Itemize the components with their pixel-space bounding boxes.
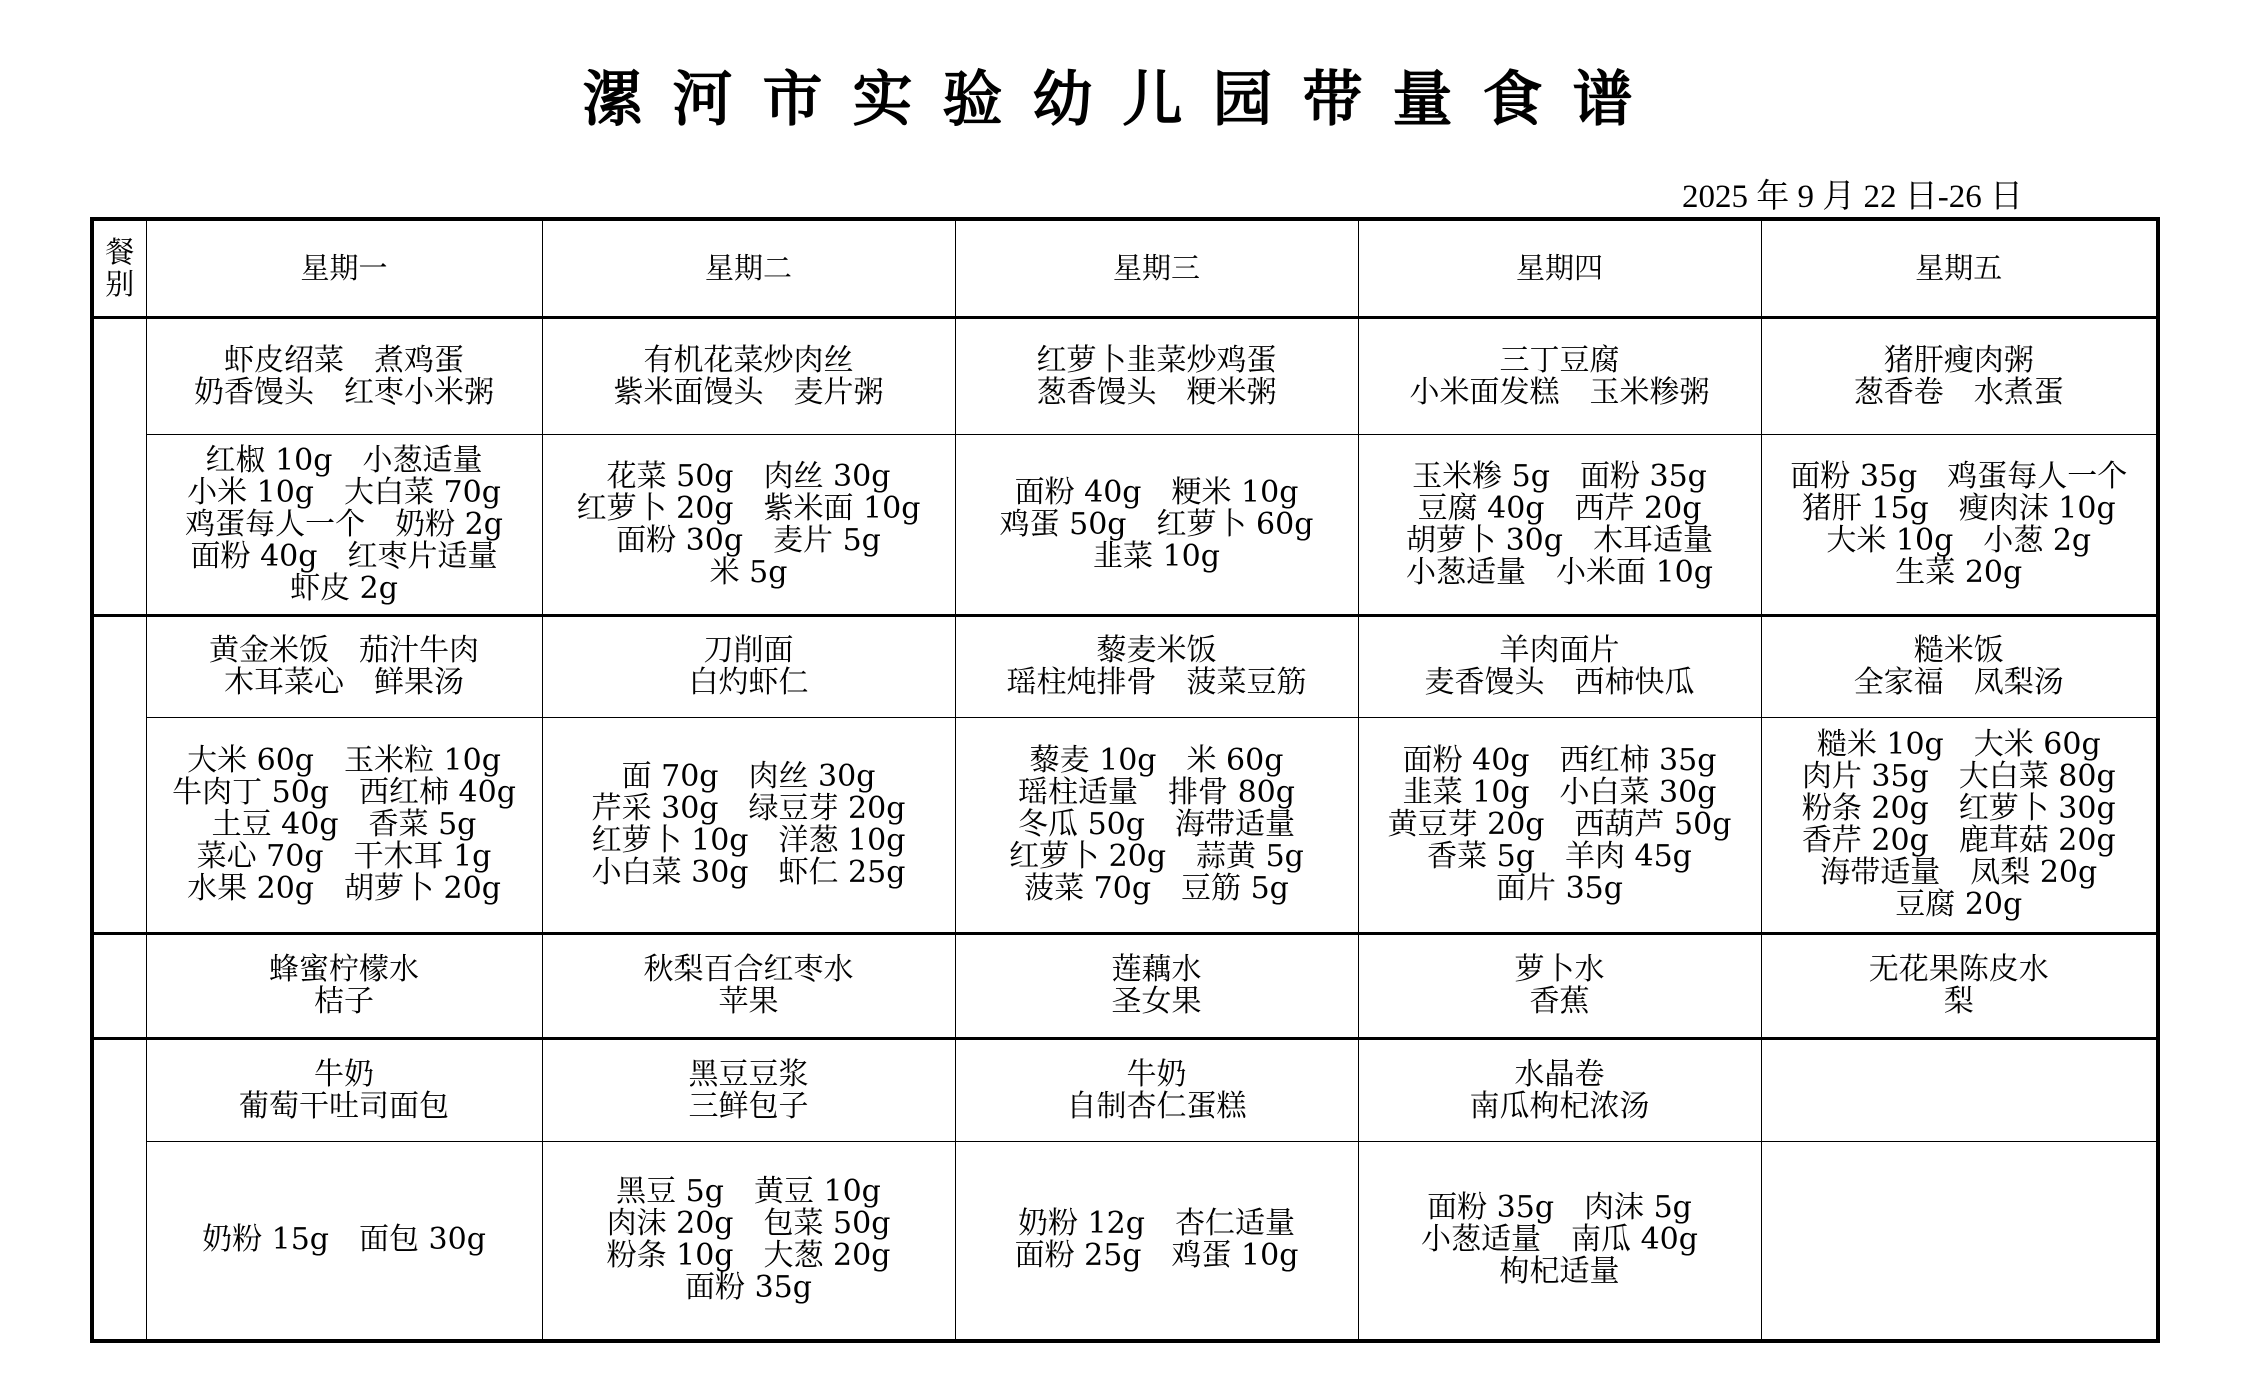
cell-line: 猪肝瘦肉粥 [1883,342,2034,378]
cell-line: 牛肉丁 50g 西红柿 40g [172,775,516,811]
day-header-wed: 星期三 [955,219,1358,317]
cell-line: 三鲜包子 [688,1088,809,1124]
cell-line: 面粉 35g [685,1270,812,1306]
cell-line: 白灼虾仁 [688,665,809,701]
cell-line: 葡萄干吐司面包 [239,1088,449,1124]
cell-line: 小米面发糕 玉米糁粥 [1409,374,1710,410]
cell-line: 瑶柱炖排骨 菠菜豆筋 [1006,665,1307,701]
cell-line: 玉米糁 5g 面粉 35g [1412,458,1707,494]
cell-line: 面粉 40g 西红柿 35g [1402,743,1717,779]
ingredient-cell [955,435,1358,616]
lunch-ingredient-row [92,718,2158,934]
cell-line: 大米 10g 小葱 2g [1826,522,2092,558]
cell-line: 奶粉 12g 杏仁适量 [1018,1206,1295,1242]
afternoon-ingredient-row [92,1141,2158,1341]
cell-line: 有机花菜炒肉丝 [643,342,854,378]
cell-line: 小米 10g 大白菜 70g [187,474,501,510]
cell-line: 面粉 30g 麦片 5g [616,522,881,558]
cell-line: 黄金米饭 茄汁牛肉 [209,633,479,669]
cell-line: 萝卜水 [1514,952,1605,988]
cell-line: 自制杏仁蛋糕 [1066,1088,1247,1124]
cell-line: 肉沫 20g 包菜 50g [606,1206,891,1242]
cell-line: 黑豆豆浆 [688,1056,809,1092]
cell-line: 米 5g [709,554,788,590]
cell-line: 糙米饭 [1913,633,2004,669]
dish-cell [955,317,1358,434]
dish-cell [146,615,542,717]
cell-line: 蜂蜜柠檬水 [269,952,419,988]
cell-line: 红萝卜 20g 蒜黄 5g [1009,839,1304,875]
cell-line: 牛奶 [1126,1056,1187,1092]
cell-line: 刀削面 [703,633,794,669]
cell-line: 面粉 35g 肉沫 5g [1427,1190,1692,1226]
cell-line: 粉条 10g 大葱 20g [606,1238,891,1274]
cell-line: 奶香馒头 红枣小米粥 [194,374,494,410]
cell-line: 小葱适量 小米面 10g [1406,554,1713,590]
dish-cell [955,1039,1358,1141]
cell-line: 奶粉 15g 面包 30g [202,1222,486,1258]
dish-cell [1761,934,2158,1039]
cell-line: 生菜 20g [1895,554,2023,590]
dish-cell [1761,615,2158,717]
ingredient-cell [1761,1141,2158,1341]
dish-cell [542,934,955,1039]
dish-cell [1761,317,2158,434]
meal-label-snack [92,934,146,1039]
cell-line: 圣女果 [1111,984,1202,1020]
cell-line: 菠菜 70g 豆筋 5g [1024,871,1289,907]
cell-line: 花菜 50g 肉丝 30g [606,458,891,494]
cell-line: 三丁豆腐 [1499,342,1620,378]
cell-line: 红萝卜韭菜炒鸡蛋 [1036,342,1277,378]
cell-line: 红萝卜 20g 紫米面 10g [576,490,921,526]
cell-line: 豆腐 40g 西芹 20g [1417,490,1702,526]
dish-cell [1358,317,1761,434]
cell-line: 胡萝卜 30g 木耳适量 [1406,522,1713,558]
dish-cell [542,615,955,717]
cell-line: 小葱适量 南瓜 40g [1421,1222,1698,1258]
cell-line: 香蕉 [1529,984,1590,1020]
ingredient-cell [1761,718,2158,934]
dish-cell [955,934,1358,1039]
cell-line: 猪肝 15g 瘦肉沫 10g [1801,490,2116,526]
cell-line: 鸡蛋每人一个 奶粉 2g [185,506,503,542]
cell-line: 黑豆 5g 黄豆 10g [616,1174,881,1210]
cell-line: 桔子 [314,984,374,1020]
dish-cell [146,934,542,1039]
cell-line: 藜麦米饭 [1096,633,1217,669]
cell-line: 小白菜 30g 虾仁 25g [591,855,906,891]
cell-line: 面粉 40g 粳米 10g [1014,474,1299,510]
ingredient-cell [542,435,955,616]
cell-line: 面粉 25g 鸡蛋 10g [1014,1238,1299,1274]
cell-line: 韭菜 10g 小白菜 30g [1402,775,1717,811]
day-header-tue: 星期二 [542,219,955,317]
cell-line: 莲藕水 [1111,952,1202,988]
cell-line: 枸杞适量 [1499,1254,1620,1290]
meal-label-afternoon [92,1039,146,1341]
cell-line: 藜麦 10g 米 60g [1029,743,1284,779]
cell-line: 苹果 [718,984,779,1020]
ingredient-cell [955,718,1358,934]
meal-label-breakfast [92,317,146,615]
cell-line: 水晶卷 [1514,1056,1605,1092]
afternoon-dish-row [92,1039,2158,1141]
cell-line: 牛奶 [314,1056,374,1092]
lunch-dish-row [92,615,2158,717]
cell-line: 无花果陈皮水 [1868,952,2049,988]
cell-line: 瑶柱适量 排骨 80g [1018,775,1295,811]
ingredient-cell [146,1141,542,1341]
cell-line: 韭菜 10g [1093,538,1220,574]
ingredient-cell [1761,435,2158,616]
day-header-fri: 星期五 [1761,219,2158,317]
dish-cell [542,1039,955,1141]
cell-line: 虾皮绍菜 煮鸡蛋 [224,342,464,378]
dish-cell [1761,1039,2158,1141]
cell-line: 肉片 35g 大白菜 80g [1801,759,2116,795]
cell-line: 秋梨百合红枣水 [643,952,854,988]
cell-line: 土豆 40g 香菜 5g [211,807,477,843]
cell-line: 葱香馒头 粳米粥 [1036,374,1277,410]
dish-cell [955,615,1358,717]
cell-line: 菜心 70g 干木耳 1g [196,839,492,875]
ingredient-cell [1358,1141,1761,1341]
snack-row [92,934,2158,1039]
dish-cell [146,317,542,434]
menu-table [90,217,2160,1343]
cell-line: 黄豆芽 20g 西葫芦 50g [1387,807,1732,843]
cell-line: 麦香馒头 西柿快瓜 [1424,665,1695,701]
cell-line: 葱香卷 水煮蛋 [1853,374,2064,410]
cell-line: 鸡蛋 50g 红萝卜 60g [999,506,1314,542]
cell-line: 紫米面馒头 麦片粥 [613,374,884,410]
cell-line: 香菜 5g 羊肉 45g [1427,839,1692,875]
day-header-mon: 星期一 [146,219,542,317]
cell-line: 海带适量 凤梨 20g [1820,855,2098,891]
cell-line: 红萝卜 10g 洋葱 10g [591,823,906,859]
ingredient-cell [1358,435,1761,616]
cell-line: 羊肉面片 [1499,633,1620,669]
day-header-thu: 星期四 [1358,219,1761,317]
ingredient-cell [955,1141,1358,1341]
dish-cell [146,1039,542,1141]
ingredient-cell [146,718,542,934]
cell-line: 大米 60g 玉米粒 10g [187,743,501,779]
ingredient-cell [146,435,542,616]
meal-label-lunch [92,615,146,933]
ingredient-cell [1358,718,1761,934]
cell-line: 梨 [1943,984,1974,1020]
ingredient-cell [542,718,955,934]
cell-line: 红椒 10g 小葱适量 [205,442,483,478]
cell-line: 水果 20g 胡萝卜 20g [187,871,501,907]
cell-line: 虾皮 2g [290,570,398,606]
cell-line: 全家福 凤梨汤 [1853,665,2064,701]
header-row [92,219,2158,317]
breakfast-ingredient-row [92,435,2158,616]
dish-cell [1358,1039,1761,1141]
cell-line: 南瓜枸杞浓汤 [1469,1088,1650,1124]
meal-column-header: 餐 别 [92,219,146,317]
ingredient-cell [542,1141,955,1341]
cell-line: 冬瓜 50g 海带适量 [1018,807,1295,843]
cell-line: 芹采 30g 绿豆芽 20g [591,791,906,827]
cell-line: 面粉 35g 鸡蛋每人一个 [1790,458,2128,494]
breakfast-dish-row [92,317,2158,434]
cell-line: 面粉 40g 红枣片适量 [190,538,498,574]
dish-cell [542,317,955,434]
cell-line: 木耳菜心 鲜果汤 [224,665,464,701]
cell-line: 面 70g 肉丝 30g [621,759,876,795]
cell-line: 粉条 20g 红萝卜 30g [1801,791,2116,827]
cell-line: 豆腐 20g [1895,887,2023,923]
page-title: 漯河市实验幼儿园带量食谱 [582,65,1663,135]
dish-cell [1358,934,1761,1039]
date-range: 2025 年 9 月 22 日-26 日 [1682,179,2023,215]
cell-line: 香芹 20g 鹿茸菇 20g [1801,823,2116,859]
cell-line: 面片 35g [1496,871,1623,907]
dish-cell [1358,615,1761,717]
cell-line: 糙米 10g 大米 60g [1816,727,2101,763]
